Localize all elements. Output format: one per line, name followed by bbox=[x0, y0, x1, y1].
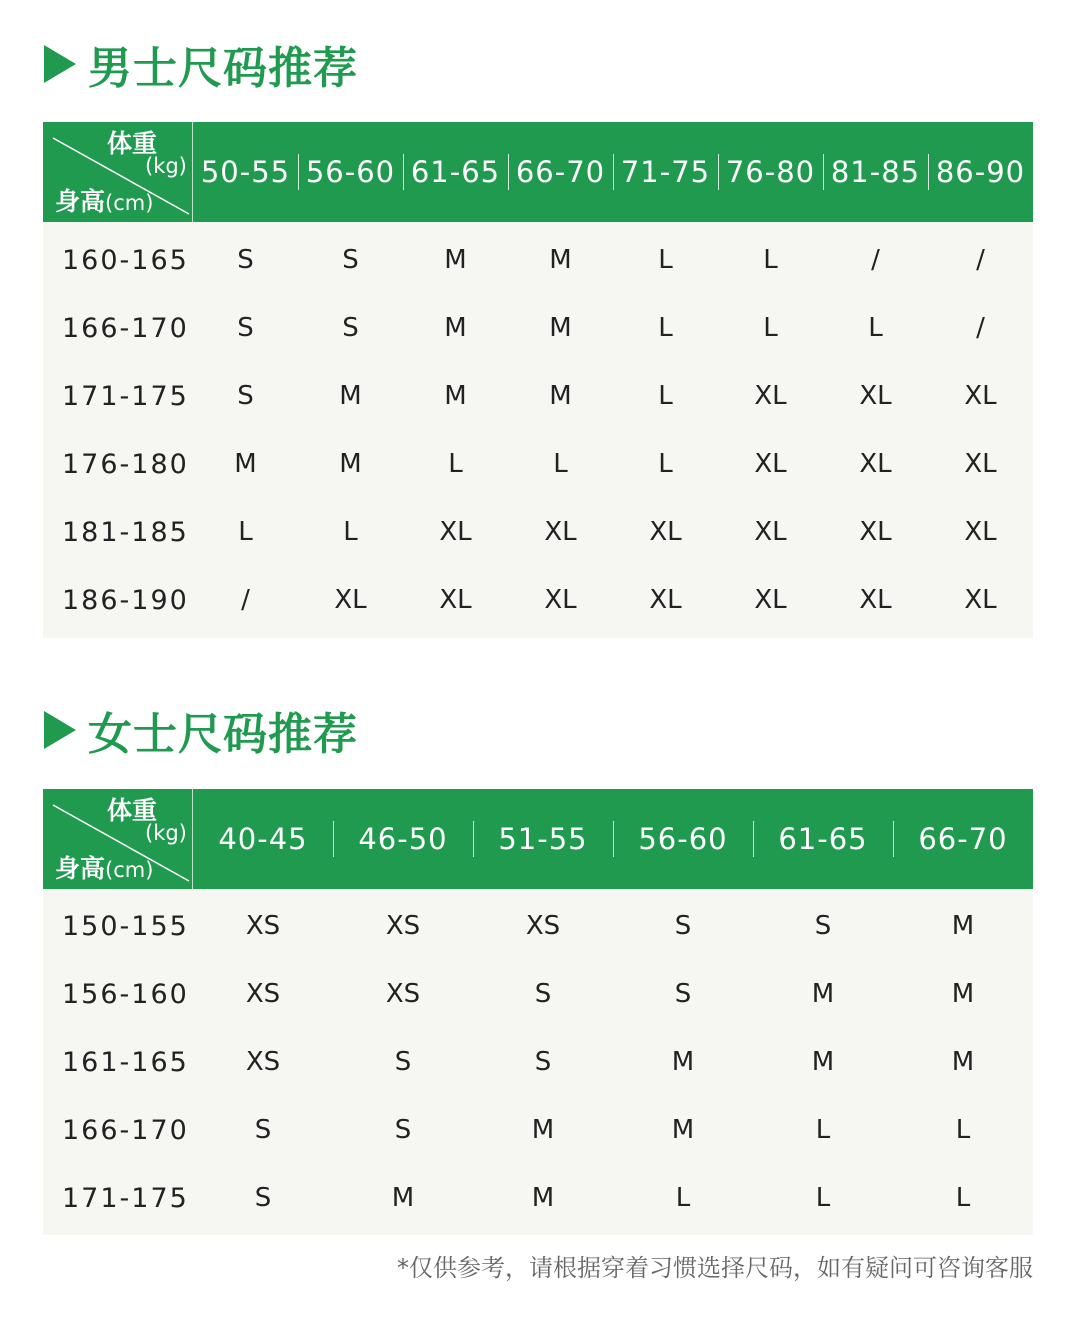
weight-axis-label: 体重 bbox=[107, 796, 158, 825]
size-cell: M bbox=[444, 381, 467, 411]
size-cell: M bbox=[951, 911, 975, 941]
row-height-label: 166-170 bbox=[62, 312, 189, 344]
table-row bbox=[43, 566, 1033, 634]
men-title: 男士尺码推荐 bbox=[88, 43, 358, 94]
row-height-label: 181-185 bbox=[62, 516, 189, 548]
women-section-title bbox=[44, 700, 358, 760]
size-cell: L bbox=[658, 245, 673, 275]
women-corner-cell bbox=[43, 789, 193, 889]
size-cell: S bbox=[237, 313, 254, 343]
table-row bbox=[43, 362, 1033, 430]
size-cell: L bbox=[868, 313, 883, 343]
play-arrow-icon bbox=[44, 711, 76, 749]
size-cell: / bbox=[976, 245, 985, 275]
men-table-header bbox=[43, 122, 1033, 222]
size-cell: M bbox=[444, 313, 467, 343]
size-cell: XL bbox=[544, 517, 577, 547]
size-cell: XS bbox=[385, 979, 421, 1009]
size-cell: XL bbox=[964, 381, 997, 411]
size-cell: XS bbox=[245, 1047, 281, 1077]
men-corner-cell bbox=[43, 122, 193, 222]
size-cell: M bbox=[234, 449, 257, 479]
size-cell: M bbox=[811, 979, 835, 1009]
size-cell: S bbox=[342, 245, 359, 275]
row-height-label: 176-180 bbox=[62, 448, 189, 480]
size-cell: XS bbox=[245, 979, 281, 1009]
women-title: 女士尺码推荐 bbox=[88, 709, 358, 760]
table-row bbox=[43, 294, 1033, 362]
row-height-label: 166-170 bbox=[62, 1114, 189, 1146]
size-cell: L bbox=[238, 517, 253, 547]
women-col-header: 56-60 bbox=[613, 789, 753, 889]
play-arrow-icon bbox=[44, 45, 76, 83]
men-col-header: 76-80 bbox=[718, 122, 823, 222]
size-cell: XL bbox=[859, 517, 892, 547]
women-col-header: 46-50 bbox=[333, 789, 473, 889]
table-row bbox=[43, 1164, 1033, 1232]
row-height-label: 161-165 bbox=[62, 1046, 189, 1078]
size-cell: XS bbox=[385, 911, 421, 941]
size-cell: M bbox=[339, 449, 362, 479]
size-cell: S bbox=[394, 1115, 412, 1145]
size-cell: XL bbox=[649, 517, 682, 547]
size-cell: XL bbox=[859, 449, 892, 479]
size-cell: L bbox=[343, 517, 358, 547]
table-row bbox=[43, 1028, 1033, 1096]
size-cell: XL bbox=[754, 585, 787, 615]
women-table-header bbox=[43, 789, 1033, 889]
size-cell: S bbox=[394, 1047, 412, 1077]
women-col-header: 40-45 bbox=[218, 822, 308, 856]
row-height-label: 150-155 bbox=[62, 910, 189, 942]
size-cell: M bbox=[951, 1047, 975, 1077]
size-cell: / bbox=[871, 245, 880, 275]
size-cell: M bbox=[951, 979, 975, 1009]
size-cell: / bbox=[976, 313, 985, 343]
size-cell: M bbox=[444, 245, 467, 275]
size-cell: XL bbox=[649, 585, 682, 615]
table-row bbox=[43, 960, 1033, 1028]
size-cell: XL bbox=[859, 585, 892, 615]
size-cell: M bbox=[549, 313, 572, 343]
footnote: *仅供参考，请根据穿着习惯选择尺码，如有疑问可咨询客服 bbox=[397, 1254, 1033, 1282]
size-cell: M bbox=[549, 245, 572, 275]
size-cell: S bbox=[254, 1183, 272, 1213]
size-cell: L bbox=[955, 1183, 971, 1213]
size-cell: L bbox=[815, 1183, 831, 1213]
size-cell: L bbox=[658, 313, 673, 343]
weight-axis-label: 体重 bbox=[107, 129, 158, 158]
row-height-label: 160-165 bbox=[62, 244, 189, 276]
size-cell: S bbox=[534, 1047, 552, 1077]
women-col-header: 51-55 bbox=[473, 789, 613, 889]
women-col-header: 61-65 bbox=[753, 789, 893, 889]
size-cell: XL bbox=[964, 585, 997, 615]
size-cell: S bbox=[254, 1115, 272, 1145]
size-cell: L bbox=[763, 313, 778, 343]
table-row bbox=[43, 1096, 1033, 1164]
size-cell: M bbox=[671, 1115, 695, 1145]
table-row bbox=[43, 498, 1033, 566]
women-table-body bbox=[43, 889, 1033, 1235]
size-cell: L bbox=[448, 449, 463, 479]
men-col-header: 50-55 bbox=[200, 155, 291, 189]
size-cell: L bbox=[658, 381, 673, 411]
men-col-header: 66-70 bbox=[508, 122, 613, 222]
size-cell: M bbox=[531, 1115, 555, 1145]
men-size-table bbox=[43, 122, 1033, 638]
size-cell: XL bbox=[754, 381, 787, 411]
size-cell: M bbox=[531, 1183, 555, 1213]
size-cell: XL bbox=[334, 585, 367, 615]
size-cell: S bbox=[534, 979, 552, 1009]
size-cell: XL bbox=[964, 449, 997, 479]
men-col-header: 71-75 bbox=[613, 122, 718, 222]
size-cell: L bbox=[955, 1115, 971, 1145]
size-cell: M bbox=[549, 381, 572, 411]
size-cell: L bbox=[815, 1115, 831, 1145]
size-cell: S bbox=[674, 979, 692, 1009]
size-cell: L bbox=[553, 449, 568, 479]
row-height-label: 171-175 bbox=[62, 380, 189, 412]
height-axis-label: 身高(cm) bbox=[55, 187, 154, 216]
size-cell: XL bbox=[544, 585, 577, 615]
men-section-title bbox=[44, 34, 358, 94]
size-cell: L bbox=[658, 449, 673, 479]
men-table-body bbox=[43, 222, 1033, 638]
size-cell: XL bbox=[754, 449, 787, 479]
row-height-label: 156-160 bbox=[62, 978, 189, 1010]
size-cell: XL bbox=[964, 517, 997, 547]
size-cell: M bbox=[811, 1047, 835, 1077]
women-size-table bbox=[43, 789, 1033, 1235]
men-col-header: 86-90 bbox=[928, 122, 1033, 222]
size-cell: XL bbox=[859, 381, 892, 411]
size-cell: XS bbox=[525, 911, 561, 941]
size-cell: / bbox=[241, 585, 250, 615]
men-col-header: 61-65 bbox=[403, 122, 508, 222]
height-axis-label: 身高(cm) bbox=[55, 854, 154, 883]
size-cell: S bbox=[237, 381, 254, 411]
table-row bbox=[43, 892, 1033, 960]
size-cell: S bbox=[814, 911, 832, 941]
size-cell: XL bbox=[439, 585, 472, 615]
weight-unit-label: (kg) bbox=[145, 154, 187, 178]
table-row bbox=[43, 430, 1033, 498]
size-cell: L bbox=[675, 1183, 691, 1213]
row-height-label: 171-175 bbox=[62, 1182, 189, 1214]
weight-unit-label: (kg) bbox=[145, 821, 187, 845]
size-cell: XL bbox=[754, 517, 787, 547]
size-cell: XS bbox=[245, 911, 281, 941]
men-col-header: 56-60 bbox=[298, 122, 403, 222]
men-col-header: 81-85 bbox=[823, 122, 928, 222]
size-cell: L bbox=[763, 245, 778, 275]
size-cell: XL bbox=[439, 517, 472, 547]
size-cell: M bbox=[391, 1183, 415, 1213]
row-height-label: 186-190 bbox=[62, 584, 189, 616]
size-cell: M bbox=[671, 1047, 695, 1077]
women-col-header: 66-70 bbox=[893, 789, 1033, 889]
size-cell: M bbox=[339, 381, 362, 411]
table-row bbox=[43, 226, 1033, 294]
size-cell: S bbox=[674, 911, 692, 941]
size-cell: S bbox=[342, 313, 359, 343]
size-cell: S bbox=[237, 245, 254, 275]
